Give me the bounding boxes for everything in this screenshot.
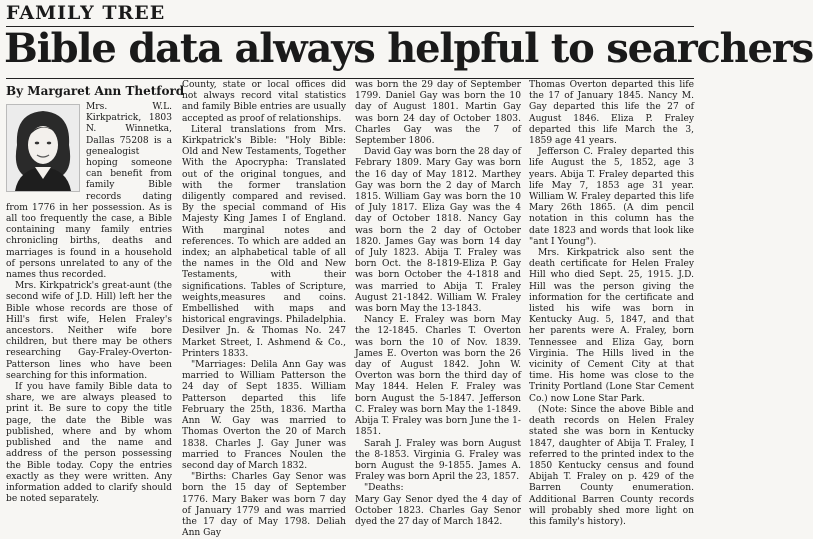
paragraph: Literal translations from Mrs. Kirkpatrick's Bible: "Holy Bible: Old and New Testaments, Together With the Apocrypha: Translated out of the original tongues, and with the former translation diligently compared and revised. By the special command of His Majesty King James I of England. With marginal notes and references. To which are added an index; an alphabetical table of all the names in the Old and New Testaments, with their significations. Tables of Scripture, weights,measures and coins. Embellished with maps and historical engravings. Philadelphia. Desilver Jn. & Thomas No. 247 Market Street, I. Ashmend & Co., Printers 1833. <box>182 124 346 359</box>
author-photo <box>6 104 80 192</box>
column-4 <box>529 80 694 529</box>
paragraph: "Births: Charles Gay Senor was born the 15 day of September 1776. Mary Baker was born 7 day of January 1779 and was married the 17 day of May 1798. Deliah Ann Gay <box>182 472 346 539</box>
headline: Bible data always helpful to searchers <box>4 25 813 72</box>
column-1 <box>6 102 172 529</box>
paragraph: (Note: Since the above Bible and death records on Helen Fraley stated she was born in Kentucky 1847, daughter of Abija T. Fraley, I referred to the printed index to the 1850 Kentucky census and found Abijah T. Fraley on p. 429 of the Barren County enumeration. Additional Barren County records will probably shed more light on this family's history). <box>529 404 694 527</box>
paragraph: Sarah J. Fraley was born August the 8-1853. Virginia G. Fraley was born August the 9-1855. James A. Fraley was born April the 23, 1857. <box>355 438 521 483</box>
paragraph: Mrs. W.L. Kirkpatrick, 1803 N. Winnetka, Dallas 75208 is a genealogist hoping someone can benefit from family Bible records dating from 1776 in her possession. As is all too frequently the case, a Bible containing many family entries chronicling births, deaths and marriages is found in a household of persons unrelated to any of the names thus recorded. <box>6 102 172 281</box>
paragraph: Jefferson C. Fraley departed this life August the 5, 1852, age 3 years. Abija T. Fraley departed this life May 7, 1853 age 31 year. William W. Fraley departed this life Mary 26th 1865. (A dim pencil notation in this column has the date 1823 and words that look like "ant I Young"). <box>529 147 694 247</box>
paragraph: was born the 29 day of September 1799. Daniel Gay was born the 10 day of August 1801. Martin Gay was born 24 day of October 1803. Charles Gay was the 7 of September 1806. <box>355 80 521 147</box>
column-3 <box>355 80 521 529</box>
paragraph: Mrs. Kirkpatrick also sent the death certificate for Helen Fraley Hill who died Sept. 25, 1915. J.D. Hill was the person giving the information for the certificate and listed his wife was born in Kentucky Aug. 5, 1847, and that her parents were A. Fraley, born Tennessee and Eliza Gay, born Virginia. The Hills lived in the vicinity of Cement City at that time. His home was close to the Trinity Portland (Lone Star Cement Co.) now Lone Star Park. <box>529 248 694 404</box>
portrait-image <box>7 105 79 191</box>
paragraph: Mary Gay Senor dyed the 4 day of October 1823. Charles Gay Senor dyed the 27 day of March 1842. <box>355 494 521 527</box>
paragraph: Thomas Overton departed this life the 17 of January 1845. Nancy M. Gay departed this life the 27 of August 1846. Eliza P. Fraley departed this life March the 3, 1859 age 41 years. <box>529 80 694 147</box>
paragraph: "Marriages: Delila Ann Gay was married to William Patterson the 24 day of Sept 1835. William Patterson departed this life February the 25th, 1836. Martha Ann W. Gay was married to Thomas Overton the 20 of March 1838. Charles J. Gay Juner was married to Frances Noulen the second day of March 1832. <box>182 360 346 471</box>
paragraph: Mrs. Kirkpatrick's great-aunt (the second wife of J.D. Hill) left her the Bible whose records are those of Hill's first wife, Helen Fraley's ancestors. Neither wife bore children, but there may be others researching Gay-Fraley-Overton-Patterson lines who have been searching for this information. <box>6 281 172 381</box>
column-2 <box>182 80 346 539</box>
paragraph: Nancy E. Fraley was born May the 12-1845. Charles T. Overton was born the 10 of Nov. 1839. James E. Overton was born the 26 day of August 1842. John W. Overton was born the third day of May 1844. Helen F. Fraley was born August the 5-1847. Jefferson C. Fraley was born May the 1-1849. Abija T. Fraley was born June the 1-1851. <box>355 315 521 438</box>
paragraph: County, state or local offices did not always record vital statistics and family Bible entries are usually accepted as proof of relationships. <box>182 80 346 124</box>
section-title: FAMILY TREE <box>6 2 166 24</box>
byline: By Margaret Ann Thetford <box>6 84 185 98</box>
paragraph: If you have family Bible data to share, we are always pleased to print it. Be sure to copy the title page, the date the Bible was published, where and by whom published and the name and address of the person possessing the Bible today. Copy the entries exactly as they were written. Any information added to clarify should be noted separately. <box>6 382 172 505</box>
paragraph: "Deaths: <box>364 483 404 494</box>
headline-rule <box>6 78 694 79</box>
paragraph: David Gay was born the 28 day of Febrary 1809. Mary Gay was born the 16 day of May 1812. Marthey Gay was born the 2 day of March 1815. William Gay was born the 10 of July 1817. Eliza Gay was the 4 day of October 1818. Nancy Gay was born the 2 day of October 1820. James Gay was born 14 day of July 1823. Abija T. Fraley was born Oct. the 8-1819-Eliza P. Gay was born October the 4-1818 and was married to Abija T. Fraley August 21-1842. William W. Fraley was born May the 13-1843. <box>355 147 521 315</box>
